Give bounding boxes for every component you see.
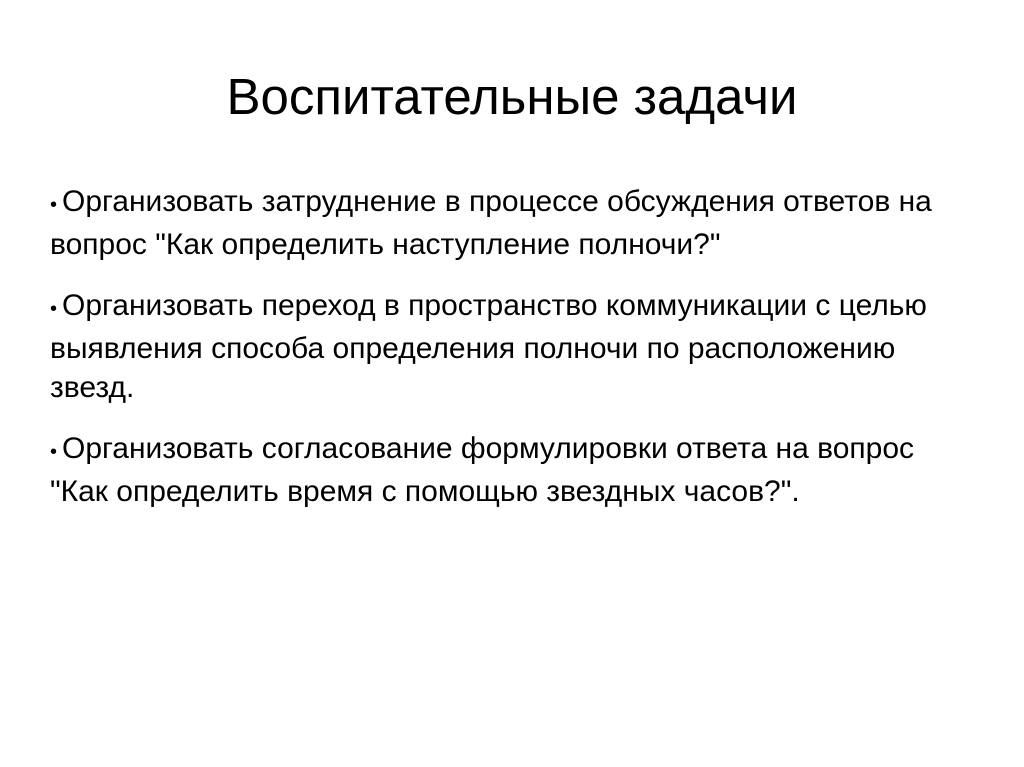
bullet-item-3 bbox=[50, 429, 980, 511]
slide-title: Воспитательные задачи bbox=[226, 68, 798, 125]
bullet-dot-icon: • bbox=[50, 194, 58, 216]
bullet-text-1: Организовать затруднение в процессе обсуждения ответов на вопрос "Как определить наступление полночи?" bbox=[50, 185, 932, 261]
bullet-dot-icon: • bbox=[50, 441, 58, 463]
bullet-list bbox=[50, 182, 980, 533]
bullet-item-2 bbox=[50, 286, 980, 407]
bullet-dot-icon: • bbox=[50, 298, 58, 320]
bullet-item-1 bbox=[50, 182, 980, 264]
bullet-text-2: Организовать переход в пространство коммуникации с целью выявления способа определения полночи по расположению звезд. bbox=[50, 289, 927, 404]
bullet-text-3: Организовать согласование формулировки ответа на вопрос "Как определить время с помощью звездных часов?". bbox=[50, 432, 914, 508]
